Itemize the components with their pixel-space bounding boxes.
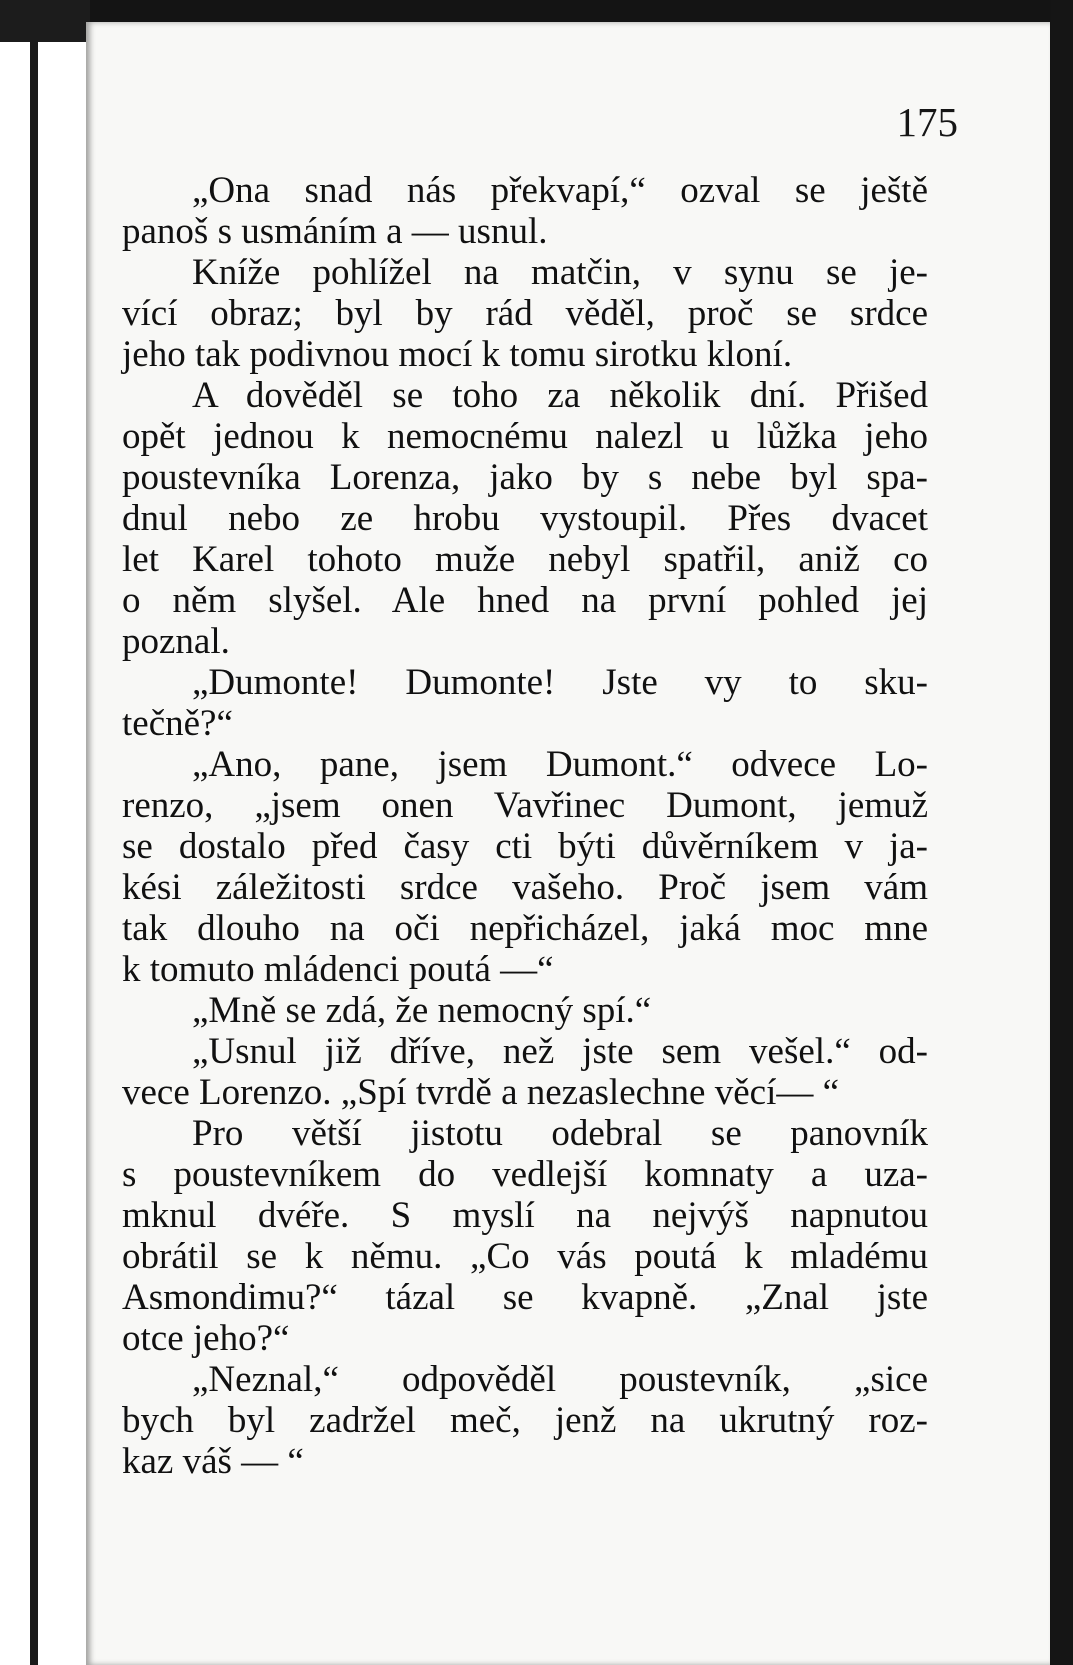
text-line: panoš s usmáním a — usnul. <box>122 211 548 252</box>
text-line: Asmondimu?“ tázal se kvapně. „Znal jste <box>122 1277 928 1318</box>
book-spine-shadow <box>30 40 38 1665</box>
text-line: k tomuto mládenci poutá —“ <box>122 949 554 990</box>
text-line: otce jeho?“ <box>122 1318 290 1359</box>
text-line: „Usnul již dříve, než jste sem vešel.“ od- <box>192 1031 928 1072</box>
text-line: mknul dvéře. S myslí na nejvýš napnutou <box>122 1195 928 1236</box>
text-line: kaz váš — “ <box>122 1441 304 1482</box>
text-line: tak dlouho na oči nepřicházel, jaká moc mne <box>122 908 928 949</box>
text-line: tečně?“ <box>122 703 233 744</box>
scan-border-right <box>1051 0 1073 1665</box>
text-line: jeho tak podivnou mocí k tomu sirotku kloní. <box>122 334 793 375</box>
text-line: Kníže pohlížel na matčin, v synu se je- <box>192 252 928 293</box>
text-line: renzo, „jsem onen Vavřinec Dumont, jemuž <box>122 785 928 826</box>
text-line: „Mně se zdá, že nemocný spí.“ <box>192 990 652 1031</box>
text-line: A dověděl se toho za několik dní. Přišed <box>192 375 928 416</box>
text-line: dnul nebo ze hrobu vystoupil. Přes dvacet <box>122 498 928 539</box>
text-line: s poustevníkem do vedlejší komnaty a uza- <box>122 1154 928 1195</box>
text-line: opět jednou k nemocnému nalezl u lůžka jeho <box>122 416 928 457</box>
page-body-text <box>122 170 928 1482</box>
text-line: kési záležitosti srdce vašeho. Proč jsem vám <box>122 867 928 908</box>
text-line: poznal. <box>122 621 230 662</box>
scan-background-left <box>0 0 90 1665</box>
text-line: let Karel tohoto muže nebyl spatřil, aniž co <box>122 539 928 580</box>
text-line: „Ona snad nás překvapí,“ ozval se ještě <box>192 170 928 211</box>
text-line: „Dumonte! Dumonte! Jste vy to sku- <box>192 662 928 703</box>
text-line: „Neznal,“ odpověděl poustevník, „sice <box>192 1359 928 1400</box>
text-line: obrátil se k němu. „Co vás poutá k mladému <box>122 1236 928 1277</box>
text-line: vece Lorenzo. „Spí tvrdě a nezaslechne věcí— “ <box>122 1072 840 1113</box>
page-number: 175 <box>896 99 958 145</box>
text-line: poustevníka Lorenza, jako by s nebe byl spa- <box>122 457 928 498</box>
scan-border-top-left <box>0 0 90 42</box>
text-line: o něm slyšel. Ale hned na první pohled jej <box>122 580 928 621</box>
text-line: Pro větší jistotu odebral se panovník <box>192 1113 928 1154</box>
text-line: vící obraz; byl by rád věděl, proč se srdce <box>122 293 928 334</box>
text-line: „Ano, pane, jsem Dumont.“ odvece Lo- <box>192 744 928 785</box>
text-line: se dostalo před časy cti býti důvěrníkem v ja- <box>122 826 928 867</box>
text-line: bych byl zadržel meč, jenž na ukrutný roz- <box>122 1400 928 1441</box>
